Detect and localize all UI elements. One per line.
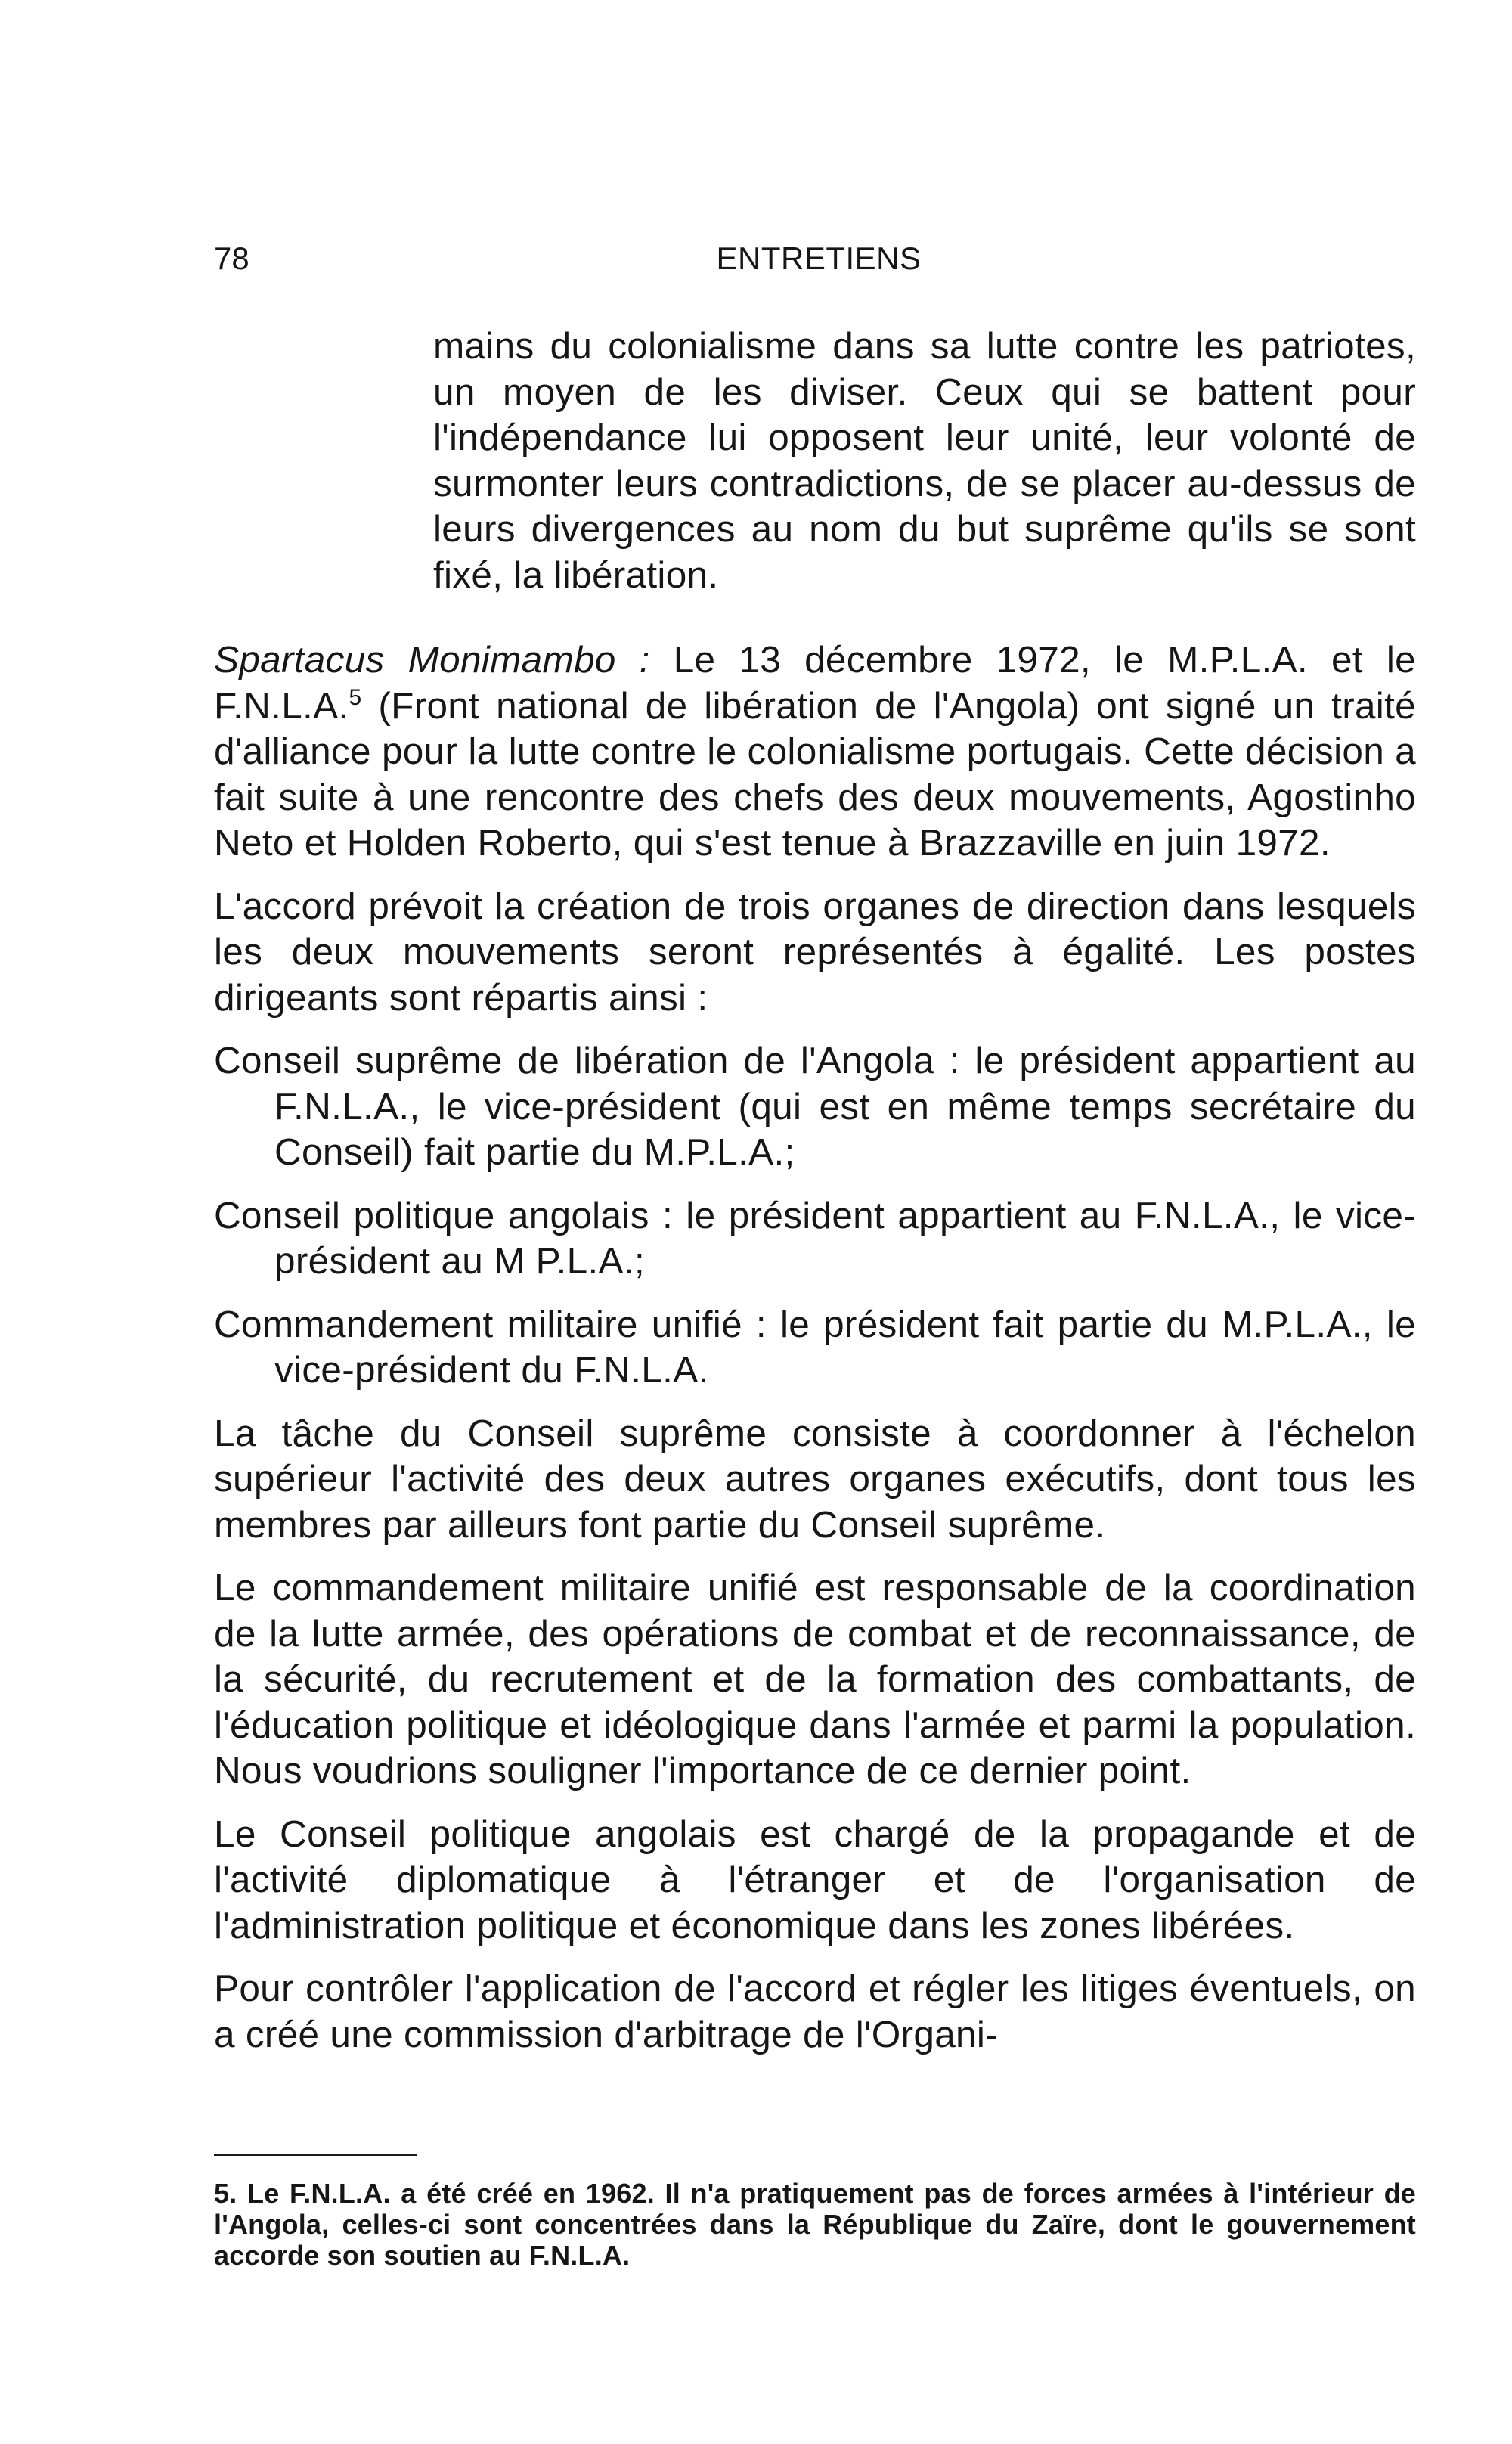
continued-paragraph: mains du colonialisme dans sa lutte contre les patriotes, un moyen de les diviser. Ceux qui se battent pour l'indépendance lui opposent leur unité, leur volonté de surmonter leurs contradictions, de se placer au-dessus de leurs divergences au nom du but suprême qu'ils se sont fixé, la libération. [433,325,1416,596]
list-item-military-command: Commandement militaire unifié : le président fait partie du M.P.L.A., le vice-président du F.N.L.A. [214,1303,1416,1391]
paragraph-text: Le 13 décembre 1972, le M.P.L.A. et le F.N.L.A. [214,639,1416,727]
footnote: 5. Le F.N.L.A. a été créé en 1962. Il n'a pratiquement pas de forces armées à l'intérieur de l'Angola, celles-ci sont concentrées dans la République du Zaïre, dont le gouvernement accorde son soutien au F.N.L.A. [214,2178,1416,2271]
page-number: 78 [214,240,249,276]
list-item-political-council: Conseil politique angolais : le président appartient au F.N.L.A., le vice-président au M P.L.A.; [214,1194,1416,1282]
paragraph: Pour contrôler l'application de l'accord et régler les litiges éventuels, on a créé une commission d'arbitrage de l'Organi- [214,1968,1416,2055]
paragraph: La tâche du Conseil suprême consiste à coordonner à l'échelon supérieur l'activité des deux autres organes exécutifs, dont tous les membres par ailleurs font partie du Conseil suprême. [214,1412,1416,1546]
footnote-divider [214,2154,417,2156]
running-head: ENTRETIENS [716,240,922,276]
footnote-reference: 5 [349,684,362,710]
list-item-supreme-council: Conseil suprême de libération de l'Angola : le président appartient au F.N.L.A., le vice-président (qui est en même temps secrétaire du Conseil) fait partie du M.P.L.A.; [214,1040,1416,1173]
body-text [214,324,1416,2075]
paragraph-text: (Front national de libération de l'Angola) ont signé un traité d'alliance pour la lutte contre le colonialisme portugais. Cette décision a fait suite à une rencontre des chefs des deux mouvements, Agostinho Neto et Holden Roberto, qui s'est tenue à Brazzaville en juin 1972. [214,684,1416,864]
paragraph: L'accord prévoit la création de trois organes de direction dans lesquels les deux mouvements seront représentés à égalité. Les postes dirigeants sont répartis ainsi : [214,885,1416,1019]
paragraph: Le commandement militaire unifié est responsable de la coordination de la lutte armée, des opérations de combat et de reconnaissance, de la sécurité, du recrutement et de la formation des combattants, de l'éducation politique et idéologique dans l'armée et parmi la population. Nous voudrions souligner l'importance de ce dernier point. [214,1567,1416,1791]
page-header [214,236,1424,281]
speaker-name: Spartacus Monimambo : [214,639,650,681]
speaker-paragraph [214,637,1416,867]
paragraph: Le Conseil politique angolais est chargé de la propagande et de l'activité diplomatique à l'étranger et de l'organisation de l'administration politique et économique dans les zones libérées. [214,1813,1416,1946]
